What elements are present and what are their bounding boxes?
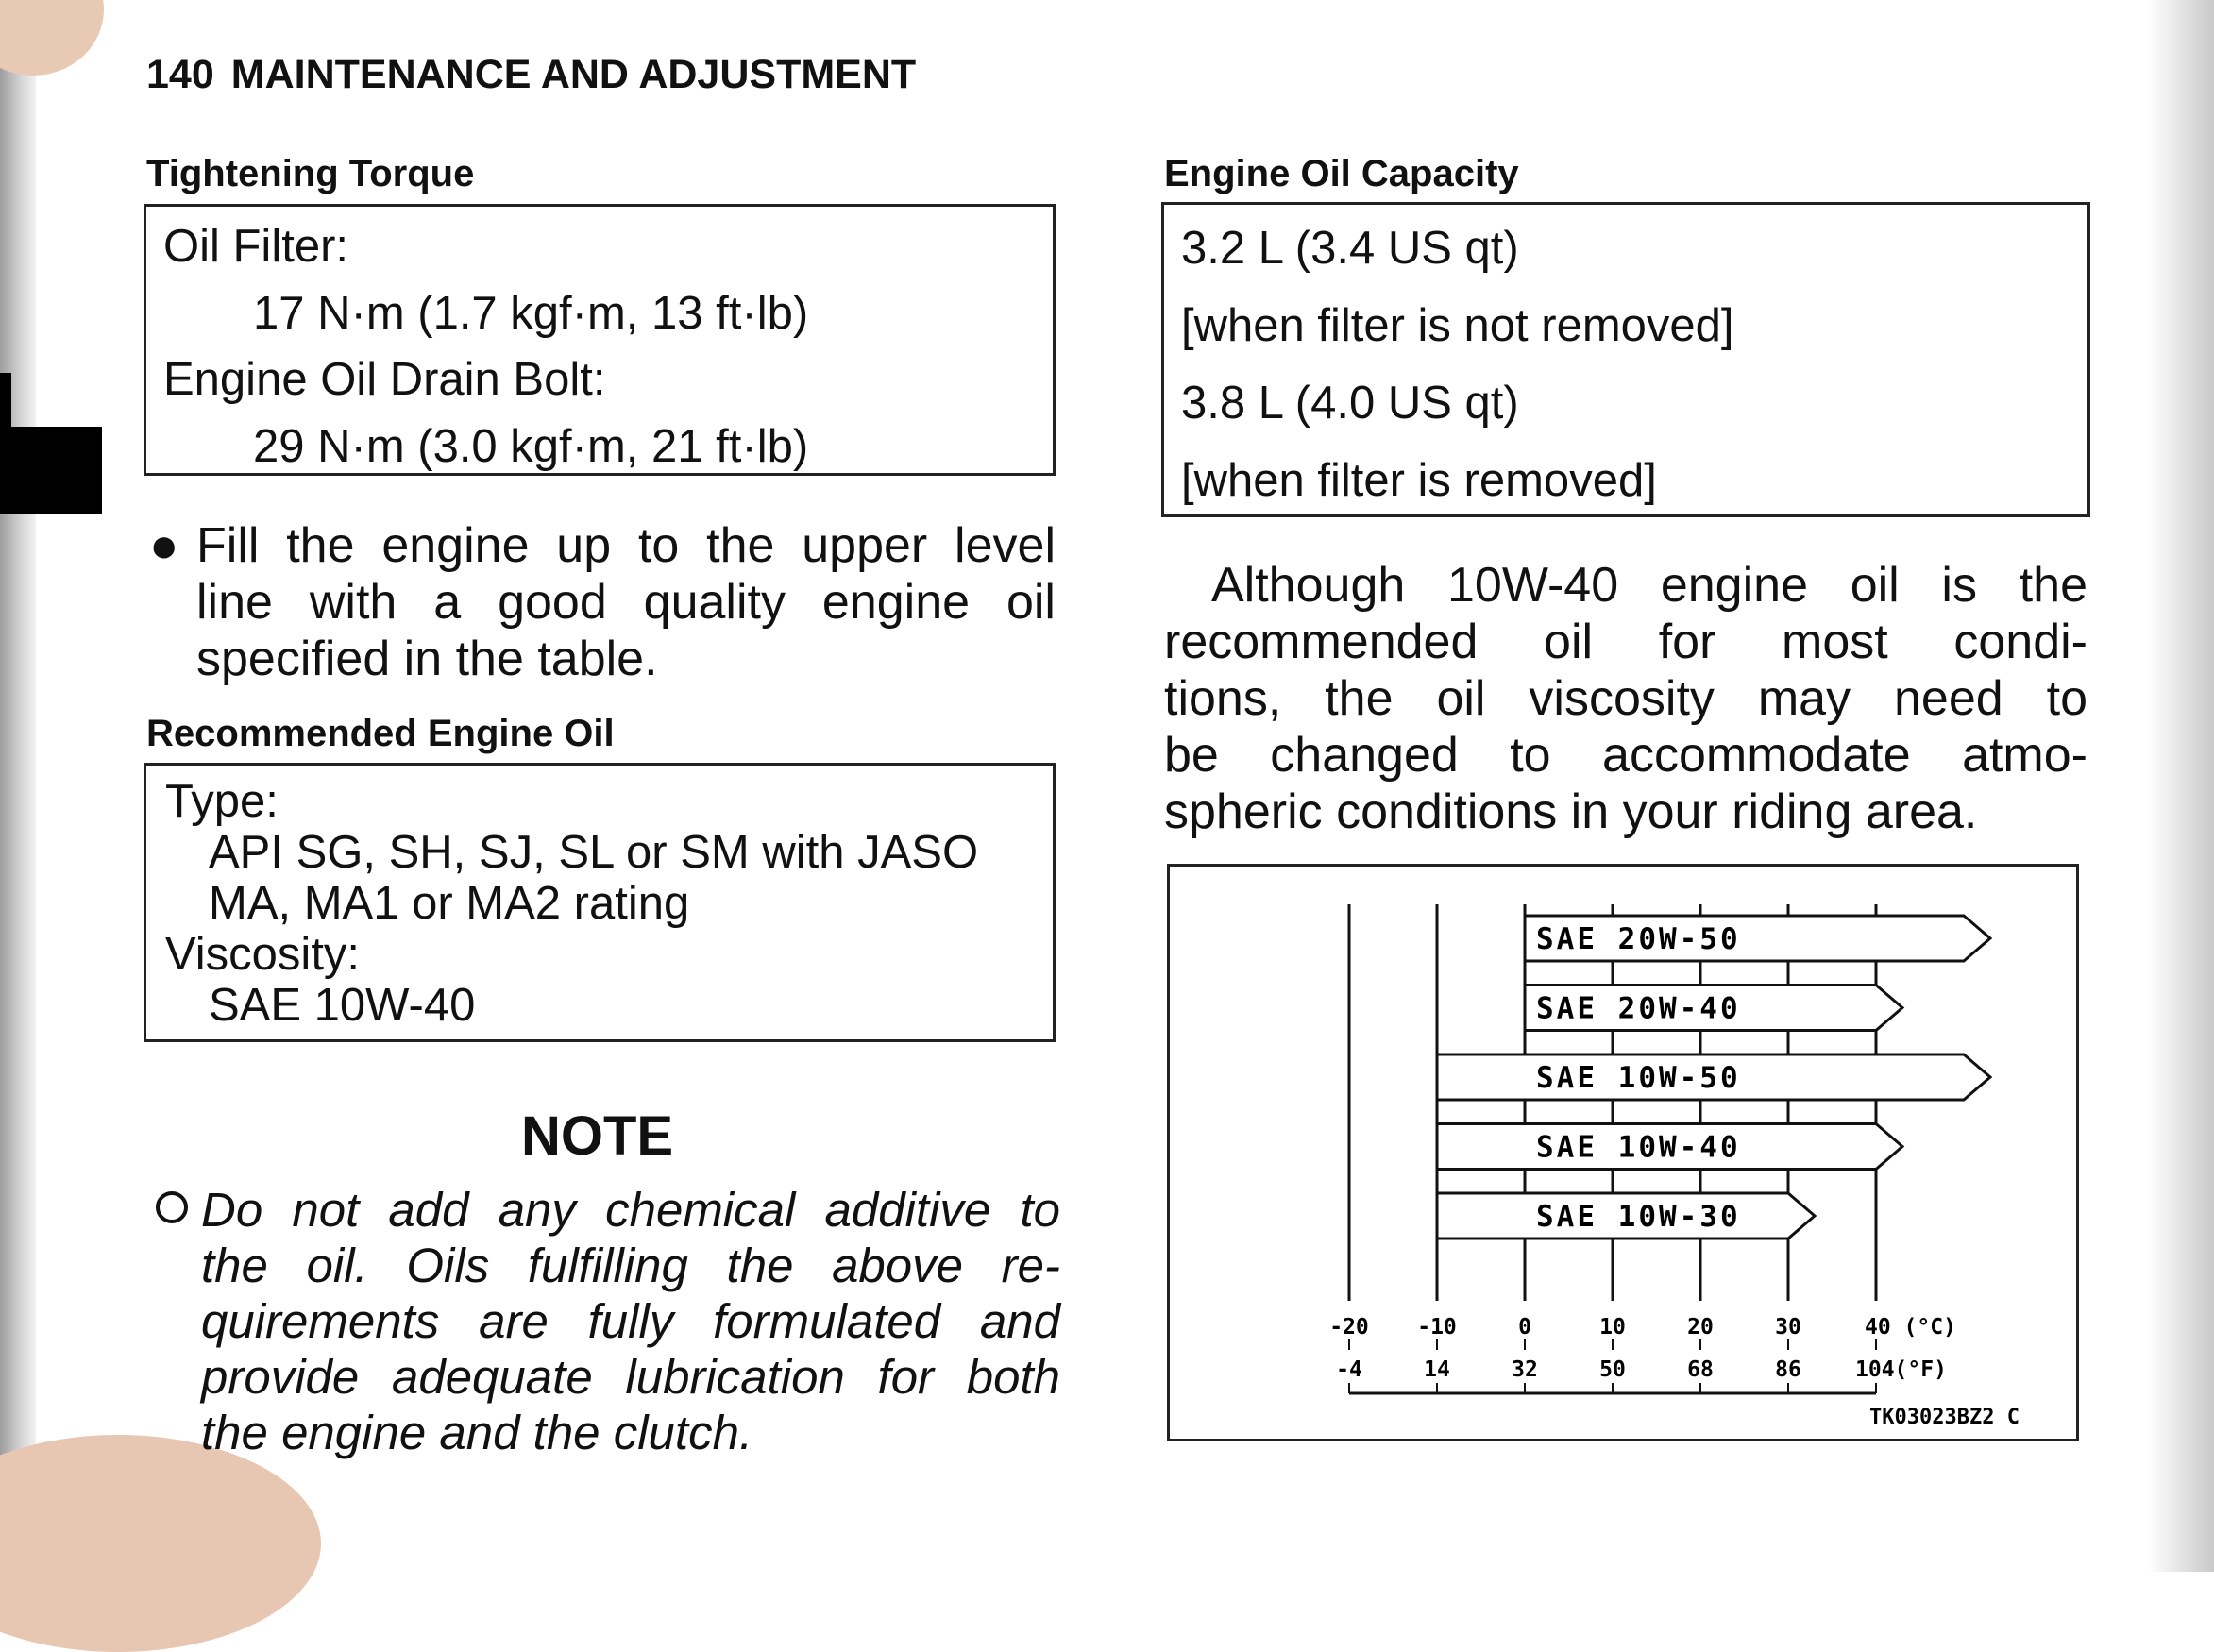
thumb-bottom-left [0,1435,321,1652]
bullet-icon: ● [149,518,179,573]
chart-tick-label-celsius: 20 [1687,1315,1714,1340]
chart-tick-label-fahrenheit: -4 [1336,1357,1362,1382]
chart-tick-label-fahrenheit: 68 [1687,1357,1714,1382]
oil-filter-torque: 17 N·m (1.7 kgf·m, 13 ft·lb) [253,288,809,339]
chart-tick-label-fahrenheit: 104(°F) [1855,1357,1947,1382]
tightening-torque-title: Tightening Torque [146,153,475,194]
chart-bar-label: SAE 10W-40 [1536,1130,1741,1165]
page-number: 140 [146,52,214,97]
viscosity-paragraph: Although 10W-40 engine oil is the recommended oil for most condi- tions, the oil viscosity may need to be changed to accommodate atmo- spheric conditions in your riding area. [1164,558,2087,839]
type-spec-line1: API SG, SH, SJ, SL or SM with JASO [209,827,979,878]
chart-bar-label: SAE 10W-30 [1536,1200,1741,1234]
capacity-title: Engine Oil Capacity [1164,153,1519,194]
tightening-torque-box [144,204,1056,476]
chart-tick-label-celsius: 10 [1599,1315,1626,1340]
chart-bar-label: SAE 20W-50 [1536,922,1741,956]
oil-filter-label: Oil Filter: [163,221,348,272]
page-header [146,52,916,98]
section-tab-marker [0,427,102,514]
note-title: NOTE [521,1105,674,1167]
chart-tick-label-fahrenheit: 86 [1775,1357,1801,1382]
type-spec-line2: MA, MA1 or MA2 rating [209,878,690,929]
capacity-line1: 3.2 L (3.4 US qt) [1181,223,1519,274]
viscosity-value: SAE 10W-40 [209,980,476,1031]
thumb-top-left [0,0,104,76]
viscosity-label: Viscosity: [165,929,361,980]
note-text: Do not add any chemical additive to the oil. Oils fulfilling the above re- quirements are fully formulated and provide adequate lubrication for both the engine and the clutch. [201,1183,1060,1459]
page-title: MAINTENANCE AND ADJUSTMENT [230,52,917,97]
capacity-line3: 3.8 L (4.0 US qt) [1181,378,1519,429]
chart-tick-label-celsius: 40 (°C) [1865,1315,1956,1340]
chart-bar-label: SAE 20W-40 [1536,991,1741,1026]
viscosity-chart-frame [1167,864,2079,1441]
type-label: Type: [165,776,279,827]
capacity-line4: [when filter is removed] [1181,455,1657,506]
chart-code: TK03023BZ2 C [1869,1406,2020,1429]
chart-tick-label-fahrenheit: 50 [1599,1357,1626,1382]
chart-tick-label-celsius: 0 [1518,1315,1531,1340]
capacity-box [1161,202,2090,517]
page-edge-shadow [2148,0,2214,1572]
chart-bar-label: SAE 10W-50 [1536,1061,1741,1095]
chart-tick-label-fahrenheit: 32 [1512,1357,1538,1382]
recommended-oil-title: Recommended Engine Oil [146,713,615,754]
page-gutter-shadow [0,0,36,1572]
drain-bolt-torque: 29 N·m (3.0 kgf·m, 21 ft·lb) [253,421,809,472]
chart-tick-label-celsius: 30 [1775,1315,1801,1340]
chart-tick-label-celsius: -10 [1417,1315,1457,1340]
fill-instruction: Fill the engine up to the upper level line with a good quality engine oil specified in the table. [196,518,1056,686]
chart-tick-label-fahrenheit: 14 [1424,1357,1450,1382]
capacity-line2: [when filter is not removed] [1181,300,1734,351]
chart-tick-label-celsius: -20 [1329,1315,1369,1340]
drain-bolt-label: Engine Oil Drain Bolt: [163,354,606,405]
viscosity-temperature-chart [1170,867,2076,1439]
section-tab-line [0,373,11,428]
recommended-oil-box [144,763,1056,1042]
note-bullet-circle-icon [156,1191,188,1223]
